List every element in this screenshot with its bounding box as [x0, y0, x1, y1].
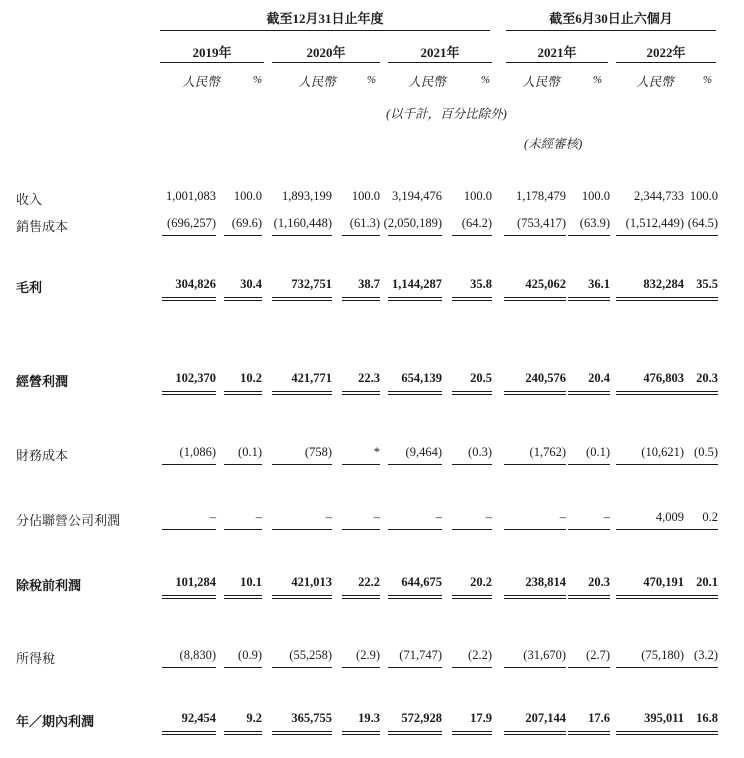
- cell-2019-amount: (8,830): [179, 648, 216, 662]
- period-header-2019: 2019年: [192, 45, 232, 60]
- double-underline: [504, 297, 566, 301]
- cell-2022h1-amount: (1,512,449): [625, 216, 684, 230]
- cell-2021h1-pct: 100.0: [581, 189, 610, 203]
- single-underline: [272, 529, 332, 530]
- double-underline: [452, 731, 492, 735]
- row-label-share-of-associates: 分佔聯營公司利潤: [16, 513, 121, 528]
- double-underline: [388, 297, 442, 301]
- single-underline: [452, 529, 492, 530]
- cell-2020-pct: (61.3): [349, 216, 380, 230]
- double-underline: [342, 731, 380, 735]
- double-underline: [162, 297, 216, 301]
- cell-2021-amount: 644,675: [401, 575, 442, 589]
- single-underline: [684, 235, 718, 236]
- currency-label: 人民幣: [408, 75, 446, 89]
- double-underline: [272, 595, 332, 599]
- cell-2022h1-amount: 832,284: [643, 277, 684, 291]
- cell-2020-pct: 22.2: [358, 575, 380, 589]
- period-header-2020: 2020年: [306, 45, 346, 60]
- row-label-revenue: 收入: [16, 192, 43, 207]
- single-underline: [568, 464, 610, 465]
- double-underline: [224, 595, 262, 599]
- single-underline: [388, 464, 442, 465]
- cell-2022h1-amount: 470,191: [643, 575, 684, 589]
- group-header-months: 截至6月30日止六個月: [549, 11, 673, 26]
- double-underline: [504, 595, 566, 599]
- double-underline: [504, 731, 566, 735]
- single-underline: [568, 667, 610, 668]
- cell-2019-amount: –: [209, 510, 216, 524]
- cell-2019-pct: 100.0: [233, 189, 262, 203]
- double-underline: [684, 731, 718, 735]
- cell-2021h1-amount: (1,762): [529, 445, 566, 459]
- cell-2019-amount: 101,284: [175, 575, 216, 589]
- cell-2021-pct: (2.2): [468, 648, 492, 662]
- double-underline: [452, 391, 492, 395]
- cell-2019-pct: 10.2: [240, 371, 262, 385]
- cell-2019-pct: 10.1: [240, 575, 262, 589]
- single-underline: [162, 529, 216, 530]
- single-underline: [342, 235, 380, 236]
- cell-2020-amount: –: [325, 510, 332, 524]
- unit-note: (以千計，百分比除外): [386, 107, 507, 121]
- single-underline: [272, 464, 332, 465]
- cell-2022h1-pct: 20.3: [696, 371, 718, 385]
- cell-2021-amount: –: [435, 510, 442, 524]
- cell-2020-pct: 38.7: [358, 277, 380, 291]
- cell-2022h1-pct: 100.0: [689, 189, 718, 203]
- cell-2022h1-pct: 35.5: [696, 277, 718, 291]
- period-rule-2020: [272, 62, 380, 63]
- single-underline: [388, 667, 442, 668]
- row-label-operating-profit: 經營利潤: [16, 374, 69, 389]
- single-underline: [504, 464, 566, 465]
- single-underline: [388, 529, 442, 530]
- cell-2021-pct: 20.2: [470, 575, 492, 589]
- double-underline: [342, 391, 380, 395]
- cell-2021-pct: (64.2): [461, 216, 492, 230]
- cell-2021h1-pct: (2.7): [586, 648, 610, 662]
- single-underline: [272, 667, 332, 668]
- single-underline: [452, 464, 492, 465]
- cell-2020-pct: 19.3: [358, 711, 380, 725]
- single-underline: [684, 667, 718, 668]
- single-underline: [272, 235, 332, 236]
- double-underline: [616, 297, 684, 301]
- cell-2021h1-pct: 36.1: [588, 277, 610, 291]
- period-header-2021-h1: 2021年: [537, 45, 577, 60]
- single-underline: [388, 235, 442, 236]
- single-underline: [342, 464, 380, 465]
- cell-2021h1-amount: –: [559, 510, 566, 524]
- double-underline: [272, 391, 332, 395]
- single-underline: [452, 235, 492, 236]
- percent-label: %: [702, 74, 712, 86]
- single-underline: [224, 529, 262, 530]
- row-label-profit-for-period: 年／期內利潤: [16, 714, 95, 729]
- cell-2021-amount: (9,464): [405, 445, 442, 459]
- cell-2021h1-amount: 238,814: [525, 575, 566, 589]
- single-underline: [568, 529, 610, 530]
- cell-2021h1-amount: 425,062: [525, 277, 566, 291]
- double-underline: [684, 297, 718, 301]
- cell-2022h1-amount: (75,180): [641, 648, 684, 662]
- row-label-income-tax: 所得稅: [16, 651, 56, 666]
- double-underline: [684, 595, 718, 599]
- cell-2022h1-pct: (0.5): [694, 445, 718, 459]
- cell-2021-pct: 20.5: [470, 371, 492, 385]
- single-underline: [504, 235, 566, 236]
- cell-2020-amount: (55,258): [289, 648, 332, 662]
- double-underline: [616, 391, 684, 395]
- double-underline: [568, 297, 610, 301]
- cell-2021h1-amount: 207,144: [525, 711, 566, 725]
- single-underline: [342, 667, 380, 668]
- unaudited-note: (未經審核): [524, 137, 583, 151]
- cell-2022h1-amount: 476,803: [643, 371, 684, 385]
- cell-2021-amount: 1,144,287: [392, 277, 442, 291]
- cell-2019-pct: (69.6): [231, 216, 262, 230]
- period-header-2022-h1: 2022年: [646, 45, 686, 60]
- single-underline: [568, 235, 610, 236]
- cell-2021h1-pct: –: [603, 510, 610, 524]
- cell-2020-amount: 1,893,199: [282, 189, 332, 203]
- double-underline: [616, 731, 684, 735]
- double-underline: [162, 391, 216, 395]
- single-underline: [504, 667, 566, 668]
- single-underline: [162, 464, 216, 465]
- cell-2021-pct: (0.3): [468, 445, 492, 459]
- cell-2019-pct: 30.4: [240, 277, 262, 291]
- cell-2022h1-amount: 4,009: [655, 510, 684, 524]
- cell-2021-pct: 100.0: [463, 189, 492, 203]
- cell-2019-pct: (0.9): [238, 648, 262, 662]
- single-underline: [684, 464, 718, 465]
- cell-2022h1-amount: 2,344,733: [634, 189, 684, 203]
- single-underline: [224, 667, 262, 668]
- cell-2022h1-amount: (10,621): [641, 445, 684, 459]
- single-underline: [616, 667, 684, 668]
- cell-2021h1-amount: 240,576: [525, 371, 566, 385]
- group-header-months-rule: [506, 30, 716, 31]
- cell-2019-amount: 1,001,083: [166, 189, 216, 203]
- percent-label: %: [480, 74, 490, 86]
- double-underline: [388, 595, 442, 599]
- cell-2019-amount: (1,086): [179, 445, 216, 459]
- period-rule-2021-h1: [506, 62, 608, 63]
- cell-2019-pct: 9.2: [246, 711, 262, 725]
- period-rule-2021: [388, 62, 492, 63]
- cell-2021-pct: 17.9: [470, 711, 492, 725]
- cell-2019-amount: 102,370: [175, 371, 216, 385]
- double-underline: [388, 391, 442, 395]
- period-rule-2022-h1: [616, 62, 716, 63]
- single-underline: [616, 235, 684, 236]
- single-underline: [616, 529, 684, 530]
- cell-2019-amount: 92,454: [181, 711, 216, 725]
- row-label-finance-costs: 財務成本: [16, 448, 69, 463]
- cell-2020-amount: (758): [304, 445, 332, 459]
- cell-2021h1-pct: (63.9): [579, 216, 610, 230]
- double-underline: [568, 595, 610, 599]
- cell-2020-pct: –: [373, 510, 380, 524]
- double-underline: [388, 731, 442, 735]
- double-underline: [684, 391, 718, 395]
- cell-2019-amount: 304,826: [175, 277, 216, 291]
- double-underline: [342, 595, 380, 599]
- cell-2020-amount: 421,013: [291, 575, 332, 589]
- currency-label: 人民幣: [636, 75, 674, 89]
- single-underline: [504, 529, 566, 530]
- cell-2021h1-amount: (31,670): [523, 648, 566, 662]
- row-label-cost-of-sales: 銷售成本: [16, 219, 69, 234]
- percent-label: %: [592, 74, 602, 86]
- cell-2021h1-amount: (753,417): [517, 216, 566, 230]
- cell-2020-pct: *: [373, 445, 380, 459]
- double-underline: [504, 391, 566, 395]
- percent-label: %: [366, 74, 376, 86]
- cell-2021-pct: –: [485, 510, 492, 524]
- single-underline: [452, 667, 492, 668]
- cell-2022h1-pct: (3.2): [694, 648, 718, 662]
- cell-2022h1-pct: 0.2: [702, 510, 718, 524]
- cell-2020-amount: 732,751: [291, 277, 332, 291]
- currency-label: 人民幣: [182, 75, 220, 89]
- single-underline: [342, 529, 380, 530]
- cell-2022h1-amount: 395,011: [644, 711, 684, 725]
- cell-2020-amount: 365,755: [291, 711, 332, 725]
- currency-label: 人民幣: [522, 75, 560, 89]
- single-underline: [224, 235, 262, 236]
- single-underline: [684, 529, 718, 530]
- double-underline: [452, 297, 492, 301]
- cell-2021h1-pct: (0.1): [586, 445, 610, 459]
- cell-2020-pct: (2.9): [356, 648, 380, 662]
- cell-2021h1-amount: 1,178,479: [516, 189, 566, 203]
- period-rule-2019: [160, 62, 264, 63]
- percent-label: %: [252, 74, 262, 86]
- double-underline: [568, 731, 610, 735]
- cell-2019-amount: (696,257): [167, 216, 216, 230]
- cell-2022h1-pct: 20.1: [696, 575, 718, 589]
- double-underline: [162, 595, 216, 599]
- double-underline: [224, 391, 262, 395]
- double-underline: [272, 297, 332, 301]
- period-header-2021: 2021年: [420, 45, 460, 60]
- cell-2021-amount: 654,139: [401, 371, 442, 385]
- cell-2020-pct: 22.3: [358, 371, 380, 385]
- group-header-years-rule: [160, 30, 490, 31]
- double-underline: [224, 297, 262, 301]
- cell-2019-pct: –: [255, 510, 262, 524]
- row-label-profit-before-tax: 除稅前利潤: [16, 578, 82, 593]
- single-underline: [162, 667, 216, 668]
- double-underline: [452, 595, 492, 599]
- group-header-years: 截至12月31日止年度: [266, 11, 384, 26]
- cell-2022h1-pct: (64.5): [687, 216, 718, 230]
- currency-label: 人民幣: [298, 75, 336, 89]
- cell-2020-amount: 421,771: [291, 371, 332, 385]
- cell-2021-pct: 35.8: [470, 277, 492, 291]
- single-underline: [224, 464, 262, 465]
- cell-2020-pct: 100.0: [351, 189, 380, 203]
- row-label-gross-profit: 毛利: [16, 280, 43, 295]
- cell-2021h1-pct: 20.3: [588, 575, 610, 589]
- cell-2021-amount: 3,194,476: [392, 189, 442, 203]
- single-underline: [616, 464, 684, 465]
- double-underline: [342, 297, 380, 301]
- cell-2019-pct: (0.1): [238, 445, 262, 459]
- cell-2021-amount: 572,928: [401, 711, 442, 725]
- double-underline: [162, 731, 216, 735]
- cell-2022h1-pct: 16.8: [696, 711, 718, 725]
- double-underline: [224, 731, 262, 735]
- cell-2020-amount: (1,160,448): [273, 216, 332, 230]
- double-underline: [272, 731, 332, 735]
- cell-2021-amount: (71,747): [399, 648, 442, 662]
- cell-2021-amount: (2,050,189): [383, 216, 442, 230]
- double-underline: [568, 391, 610, 395]
- cell-2021h1-pct: 20.4: [588, 371, 610, 385]
- single-underline: [162, 235, 216, 236]
- cell-2021h1-pct: 17.6: [588, 711, 610, 725]
- double-underline: [616, 595, 684, 599]
